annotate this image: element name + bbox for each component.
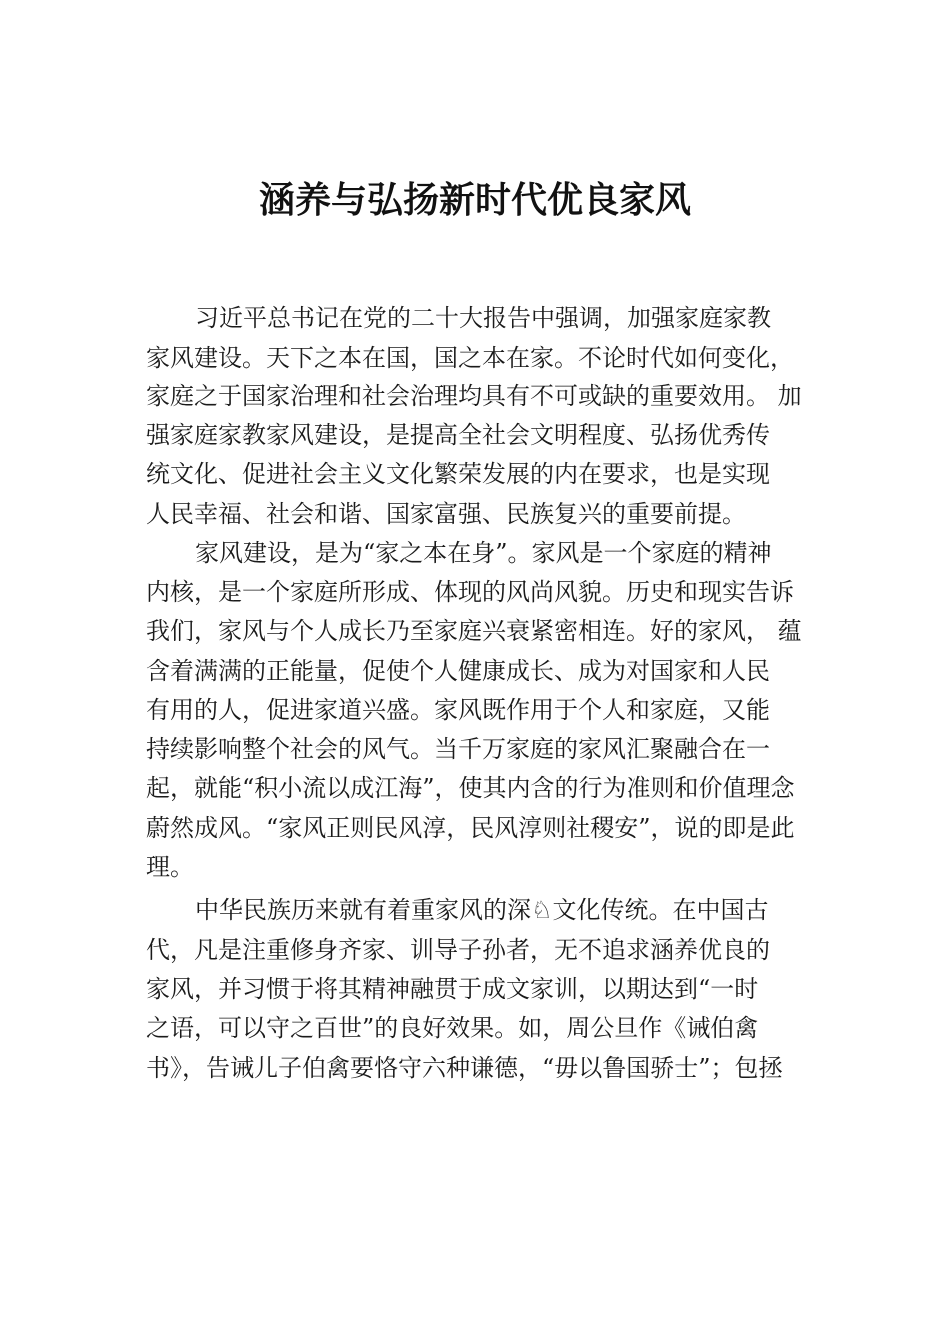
text-line: 之语，可以守之百世”的良好效果。如，周公旦作《诫伯禽 [146, 1014, 759, 1042]
text-line: 家风，并习惯于将其精神融贯于成文家训，以期达到“一时 [146, 975, 759, 1003]
text-line: 含着满满的正能量，促使个人健康成长、成为对国家和人民 [146, 657, 770, 685]
text-line: 人民幸福、社会和谐、国家富强、民族复兴的重要前提。 [146, 500, 746, 528]
text-line: 内核，是一个家庭所形成、体现的风尚风貌。历史和现实告诉 [146, 578, 794, 606]
text-line: 我们，家风与个人成长乃至家庭兴衰紧密相连。好的家风， 蕴 [146, 617, 802, 645]
text-line: 代，凡是注重修身齐家、训导子孙者，无不追求涵养优良的 [146, 936, 770, 964]
document-title: 涵养与弘扬新时代优良家风 [258, 179, 691, 221]
text-line: 起，就能“积小流以成江海”，使其内含的行为准则和价值理念 [146, 774, 795, 802]
text-line: 统文化、促进社会主义文化繁荣发展的内在要求，也是实现 [146, 460, 770, 488]
text-line: 强家庭家教家风建设，是提高全社会文明程度、弘扬优秀传 [146, 421, 770, 449]
text-line: 书》，告诫儿子伯禽要恪守六种谦德，“毋以鲁国骄士”；包拯 [146, 1054, 783, 1082]
text-line: 持续影响整个社会的风气。当千万家庭的家风汇聚融合在一 [146, 735, 770, 763]
text-line: 家风建设。天下之本在国，国之本在家。不论时代如何变化， [146, 344, 794, 372]
text-line: 中华民族历来就有着重家风的深♘文化传统。在中国古 [195, 896, 769, 924]
text-line: 蔚然成风。“家风正则民风淳，民风淳则社稷安”，说的即是此 [146, 814, 795, 842]
text-line: 理。 [146, 853, 194, 881]
text-line: 有用的人，促进家道兴盛。家风既作用于个人和家庭，又能 [146, 696, 770, 724]
text-line: 家庭之于国家治理和社会治理均具有不可或缺的重要效用。 加 [146, 382, 802, 410]
text-line: 家风建设，是为“家之本在身”。家风是一个家庭的精神 [195, 539, 772, 567]
text-line: 习近平总书记在党的二十大报告中强调，加强家庭家教 [195, 304, 771, 332]
